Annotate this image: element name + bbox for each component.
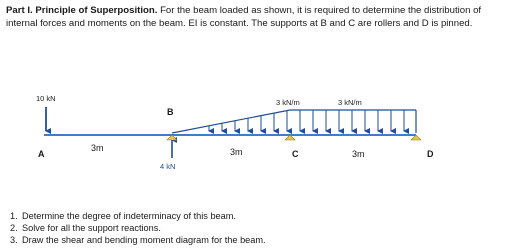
point-b-label: B xyxy=(167,107,174,117)
point-d-label: D xyxy=(427,149,434,159)
point-load-b-label: 4 kN xyxy=(160,162,176,171)
span-cd-label: 3m xyxy=(352,149,365,159)
span-ab-label: 3m xyxy=(91,143,104,153)
question-item xyxy=(10,222,266,234)
question-text: Determine the degree of indeterminacy of this beam. xyxy=(22,211,236,221)
question-text: Solve for all the support reactions. xyxy=(22,223,161,233)
problem-body: For the beam loaded as shown, it is required to determine the distribution of internal forces and moments on the beam. EI is constant. The supports at B and C are rollers and D is pinned. xyxy=(6,5,482,29)
question-number: 3. xyxy=(10,235,18,245)
question-number: 2. xyxy=(10,223,18,233)
point-c-label: C xyxy=(292,149,299,159)
question-item xyxy=(10,234,266,246)
dist-load-label-1: 3 kN/m xyxy=(276,98,300,107)
point-load-left-label: 10 kN xyxy=(36,94,56,103)
problem-heading: Part I. Principle of Superposition. xyxy=(6,5,158,16)
question-list xyxy=(10,210,266,246)
question-text: Draw the shear and bending moment diagram for the beam. xyxy=(22,235,266,245)
dist-load-label-2: 3 kN/m xyxy=(338,98,362,107)
span-bc-label: 3m xyxy=(230,147,243,157)
distributed-load xyxy=(172,110,416,133)
question-number: 1. xyxy=(10,211,18,221)
question-item xyxy=(10,210,266,222)
point-a-label: A xyxy=(38,149,45,159)
